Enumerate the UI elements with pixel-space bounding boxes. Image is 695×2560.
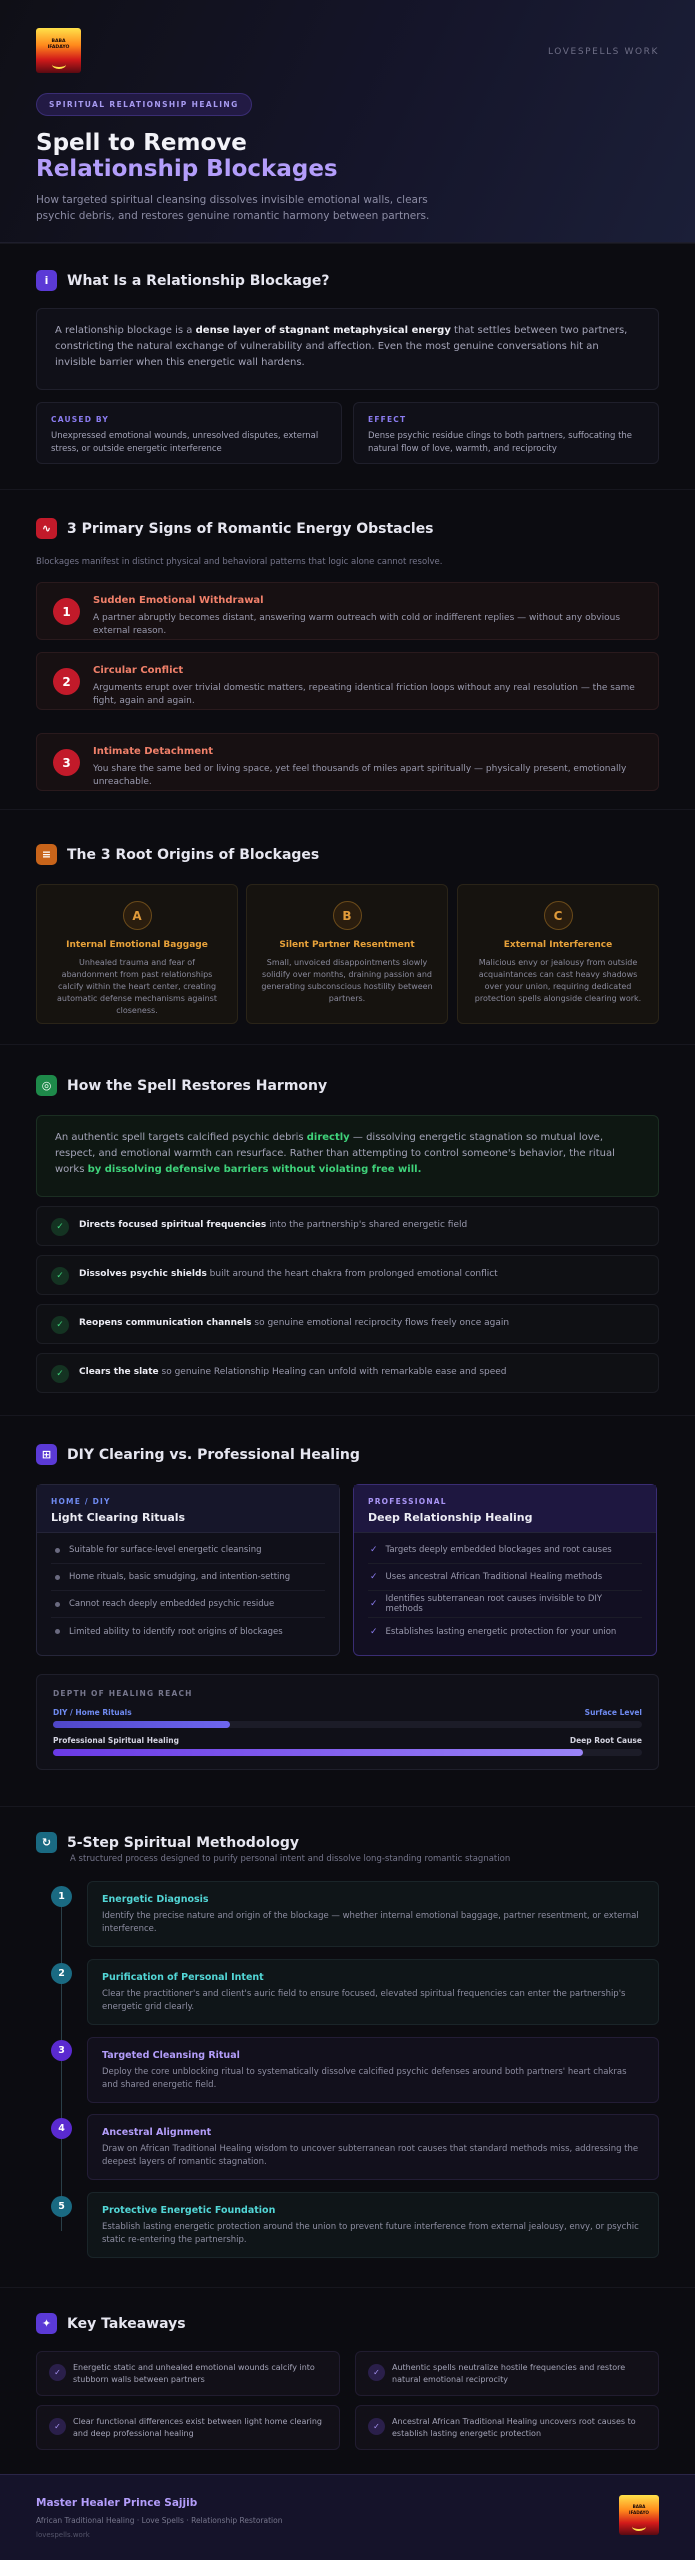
check-icon: ✓ <box>51 1267 69 1285</box>
step-card <box>87 2037 659 2103</box>
step-title: Protective Energetic Foundation <box>102 2205 276 2216</box>
step-card <box>87 2192 659 2258</box>
pro-card <box>353 1484 657 1656</box>
effect-text: Dense psychic residue clings to both partners, suffocating the natural flow of love, warmth, and reciprocity <box>368 431 633 454</box>
check-icon: ✓ <box>368 2364 385 2381</box>
diy-item: Suitable for surface-level energetic cleansing <box>51 1537 325 1564</box>
step-desc: Deploy the core unblocking ritual to systematically dissolve calcified psychic defenses around both partners' heart chakras and shared energetic field. <box>102 2067 627 2090</box>
section-title: 3 Primary Signs of Romantic Energy Obstacles <box>67 520 434 537</box>
diy-item: Cannot reach deeply embedded psychic residue <box>51 1591 325 1618</box>
takeaway-card <box>355 2405 659 2450</box>
check-icon: ✓ <box>368 2418 385 2435</box>
origin-letter: C <box>544 901 573 930</box>
step-title: Targeted Cleansing Ritual <box>102 2050 240 2061</box>
diy-item: Limited ability to identify root origins of blockages <box>51 1618 325 1645</box>
step-desc: Clear the practitioner's and client's auric field to ensure focused, elevated spiritual frequencies can enter the partnership's energetic grid clearly. <box>102 1989 626 2012</box>
check-text: Clears the slate so genuine Relationship Healing can unfold with remarkable ease and speed <box>79 1367 507 1377</box>
layers-icon: ≡ <box>36 844 57 865</box>
sign-card <box>36 733 659 791</box>
bullet-icon <box>55 1602 60 1607</box>
target-icon: ◎ <box>36 1075 57 1096</box>
diy-item: Home rituals, basic smudging, and intention-setting <box>51 1564 325 1591</box>
origin-card <box>36 884 238 1024</box>
sign-desc: Arguments erupt over trivial domestic matters, repeating identical friction loops without any real resolution — the same fight, again and again. <box>93 683 635 706</box>
step-number: 2 <box>51 1963 72 1984</box>
sign-card <box>36 582 659 640</box>
step-number: 4 <box>51 2118 72 2139</box>
bullet-icon <box>55 1629 60 1634</box>
definition-text: A relationship blockage is a dense layer of stagnant metaphysical energy that settles between two partners, constricting the natural exchange of vulnerability and affection. Even the most genuine conversations hit an invisible barrier when this energetic wall hardens. <box>55 325 628 368</box>
section-restore <box>0 1044 695 1415</box>
depth-box <box>36 1674 659 1770</box>
section-title: What Is a Relationship Blockage? <box>67 272 330 289</box>
check-item <box>36 1304 659 1344</box>
origin-card <box>246 884 448 1024</box>
heart-icon <box>632 2522 646 2531</box>
step-number: 3 <box>51 2040 72 2061</box>
diy-title: Light Clearing Rituals <box>51 1511 186 1524</box>
takeaway-text: Clear functional differences exist between light home clearing and deep professional healing <box>73 2417 323 2438</box>
brand-logo[interactable]: BABA IFADAYO <box>36 28 81 73</box>
section-compare <box>0 1415 695 1806</box>
takeaway-card <box>355 2351 659 2396</box>
cause-card <box>36 402 342 464</box>
origin-desc: Small, unvoiced disappointments slowly solidify over months, draining passion and generating subconscious hostility between partners. <box>261 958 433 1003</box>
bullet-icon <box>55 1575 60 1580</box>
cause-label: CAUSED BY <box>51 415 110 424</box>
page-title-line2: Relationship Blockages <box>36 156 338 182</box>
takeaway-text: Energetic static and unhealed emotional wounds calcify into stubborn walls between partners <box>73 2363 315 2384</box>
origin-letter: A <box>123 901 152 930</box>
origin-title: Internal Emotional Baggage <box>66 940 208 950</box>
takeaway-card <box>36 2405 340 2450</box>
depth-bar <box>53 1721 642 1728</box>
section-title: The 3 Root Origins of Blockages <box>67 846 320 863</box>
depth-label: DEPTH OF HEALING REACH <box>53 1689 193 1698</box>
step-number: 5 <box>51 2196 72 2217</box>
depth-bar-fill <box>53 1721 230 1728</box>
section-takeaways <box>0 2287 695 2474</box>
pro-item: ✓ Establishes lasting energetic protection for your union <box>370 1626 617 1637</box>
step-desc: Identify the precise nature and origin of the blockage — whether internal emotional baggage, partner resentment, or external interference. <box>102 1911 639 1934</box>
origin-desc: Unhealed trauma and fear of abandonment from past relationships calcify within the heart center, creating automatic defense mechanisms against closeness. <box>57 958 217 1015</box>
footer-author: Master Healer Prince Sajjib <box>36 2497 198 2509</box>
sign-title: Circular Conflict <box>93 665 184 676</box>
hero-header <box>0 0 695 243</box>
origin-title: External Interference <box>503 940 613 950</box>
pro-item: ✓ Identifies subterranean root causes invisible to DIY methods <box>368 1591 642 1618</box>
check-text: Dissolves psychic shields built around the heart chakra from prolonged emotional conflict <box>79 1269 498 1279</box>
star-icon: ✦ <box>36 2313 57 2334</box>
step-card <box>87 2114 659 2180</box>
sign-number: 3 <box>53 749 80 776</box>
section-origins <box>0 809 695 1044</box>
section-subtitle: Blockages manifest in distinct physical and behavioral patterns that logic alone cannot resolve. <box>36 557 443 567</box>
section-subtitle: A structured process designed to purify personal intent and dissolve long-standing romantic stagnation <box>70 1854 511 1864</box>
definition-box <box>36 308 659 390</box>
brand-name[interactable]: LOVESPELLS WORK <box>547 47 659 57</box>
check-icon: ✓ <box>370 1626 378 1637</box>
sign-title: Sudden Emotional Withdrawal <box>93 595 264 606</box>
effect-card <box>353 402 659 464</box>
pro-title: Deep Relationship Healing <box>368 1511 533 1524</box>
check-icon: ✓ <box>51 1218 69 1236</box>
page-title-line1: Spell to Remove <box>36 130 247 156</box>
footer <box>0 2474 695 2560</box>
check-item <box>36 1255 659 1295</box>
info-icon: i <box>36 270 57 291</box>
step-card <box>87 1881 659 1947</box>
check-icon: ✓ <box>370 1572 378 1582</box>
depth-name: DIY / Home Rituals <box>53 1708 132 1717</box>
depth-name: Professional Spiritual Healing <box>53 1736 179 1745</box>
cause-text: Unexpressed emotional wounds, unresolved disputes, external stress, or outside energetic interference <box>51 431 319 454</box>
sign-desc: You share the same bed or living space, yet feel thousands of miles apart spiritually — physically present, emotionally unreachable. <box>93 764 627 787</box>
pro-item: ✓ Targets deeply embedded blockages and root causes <box>368 1537 642 1564</box>
origin-card <box>457 884 659 1024</box>
sign-title: Intimate Detachment <box>93 746 214 757</box>
takeaway-card <box>36 2351 340 2396</box>
section-what-is <box>0 243 695 489</box>
check-text: Reopens communication channels so genuine emotional reciprocity flows freely once again <box>79 1318 510 1328</box>
check-item <box>36 1206 659 1246</box>
check-icon: ✓ <box>370 1545 378 1555</box>
section-title: How the Spell Restores Harmony <box>67 1077 328 1094</box>
pulse-icon: ∿ <box>36 518 57 539</box>
check-item <box>36 1353 659 1393</box>
sign-number: 1 <box>53 598 80 625</box>
restore-text: An authentic spell targets calcified psychic debris directly — dissolving energetic stagnation so mutual love, respect, and emotional warmth can resurface. Rather than attempting to control someone's behavior, the ritual works by dissolving defensive barriers without violating free will. <box>55 1132 615 1175</box>
origin-letter: B <box>333 901 362 930</box>
section-signs <box>0 489 695 809</box>
check-icon: ✓ <box>370 1599 378 1609</box>
heart-icon <box>52 60 66 69</box>
origins-grid <box>36 884 659 1024</box>
step-desc: Draw on African Traditional Healing wisdom to uncover subterranean root causes that standard methods miss, addressing the deepest layers of romantic stagnation. <box>102 2144 639 2167</box>
bullet-icon <box>55 1548 60 1553</box>
section-title: Key Takeaways <box>67 2315 186 2332</box>
takeaway-text: Ancestral African Traditional Healing uncovers root causes to establish lasting energetic protection <box>392 2417 636 2438</box>
origin-desc: Malicious envy or jealousy from outside acquaintances can cast heavy shadows over your union, requiring dedicated protection spells alongside clearing work. <box>474 958 642 1003</box>
takeaway-text: Authentic spells neutralize hostile frequencies and restore natural emotional reciprocity <box>392 2363 626 2384</box>
section-title: 5-Step Spiritual Methodology <box>67 1834 300 1851</box>
effect-label: EFFECT <box>368 415 407 424</box>
diy-label: HOME / DIY <box>51 1497 111 1506</box>
grid-icon: ⊞ <box>36 1444 57 1465</box>
step-card <box>87 1959 659 2025</box>
step-title: Ancestral Alignment <box>102 2127 212 2138</box>
footer-logo[interactable]: BABA IFADAYO <box>619 2495 659 2535</box>
depth-bar-fill <box>53 1749 583 1756</box>
sign-number: 2 <box>53 668 80 695</box>
check-icon: ✓ <box>51 1365 69 1383</box>
pro-item: ✓ Uses ancestral African Traditional Healing methods <box>368 1564 642 1591</box>
sign-card <box>36 652 659 710</box>
section-title: DIY Clearing vs. Professional Healing <box>67 1446 360 1463</box>
check-icon: ✓ <box>51 1316 69 1334</box>
compare-grid <box>36 1484 659 1656</box>
step-title: Purification of Personal Intent <box>102 1972 264 1983</box>
refresh-icon: ↻ <box>36 1832 57 1853</box>
check-icon: ✓ <box>49 2418 66 2435</box>
section-method <box>0 1806 695 2287</box>
category-pill: SPIRITUAL RELATIONSHIP HEALING <box>36 93 252 116</box>
pro-label: PROFESSIONAL <box>368 1497 447 1506</box>
diy-card <box>36 1484 340 1656</box>
step-number: 1 <box>51 1886 72 1907</box>
step-title: Energetic Diagnosis <box>102 1894 209 1905</box>
depth-bar <box>53 1749 642 1756</box>
footer-tagline: African Traditional Healing · Love Spells · Relationship Restoration <box>36 2516 283 2525</box>
origin-title: Silent Partner Resentment <box>279 940 415 950</box>
check-text: Directs focused spiritual frequencies into the partnership's shared energetic field <box>79 1220 468 1230</box>
restore-box <box>36 1115 659 1197</box>
step-desc: Establish lasting energetic protection around the union to prevent future interference from external jealousy, envy, or psychic static re-entering the partnership. <box>102 2222 639 2245</box>
sign-desc: A partner abruptly becomes distant, answering warm outreach with cold or indifferent replies — without any obvious external reason. <box>93 613 621 636</box>
depth-level: Surface Level <box>584 1708 642 1717</box>
page-description: How targeted spiritual cleansing dissolves invisible emotional walls, clears psychic debris, and restores genuine romantic harmony between partners. <box>36 194 430 222</box>
depth-level: Deep Root Cause <box>569 1736 642 1745</box>
check-icon: ✓ <box>49 2364 66 2381</box>
footer-site[interactable]: lovespells.work <box>36 2531 90 2539</box>
